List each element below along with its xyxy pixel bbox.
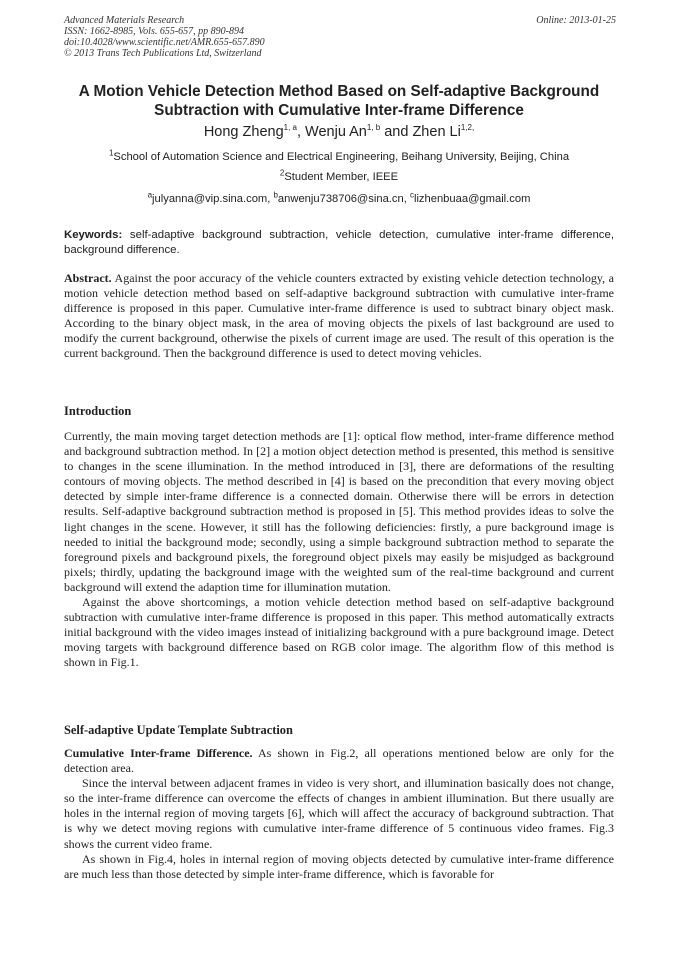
paragraph-text: As shown in Fig.2, all operations mentioned below are only for the detection area.	[64, 746, 614, 776]
email-address[interactable]: julyanna@vip.sina.com,	[152, 193, 274, 205]
affiliation-mark: 2	[279, 168, 285, 178]
email-mark: c	[409, 190, 414, 200]
section-heading-introduction: Introduction	[64, 404, 132, 418]
introduction-body	[64, 429, 614, 671]
keywords	[64, 228, 614, 258]
journal-metadata	[64, 15, 616, 59]
title-line-1: A Motion Vehicle Detection Method Based on Self-adaptive Background	[78, 83, 600, 100]
email-mark: a	[147, 190, 153, 200]
paragraph: Against the above shortcomings, a motion vehicle detection method based on self-adaptive background subtraction with cumulative inter-frame difference is proposed in this paper. This method automatically extracts initial background with the video images instead of initializing background with a pure background image. Detect moving targets with background difference based on RGB color image. The algorithm flow of this method is shown in Fig.1.	[64, 595, 614, 670]
abstract	[64, 271, 614, 362]
paragraph: Currently, the main moving target detection methods are [1]: optical flow method, inter-frame difference method and background subtraction method. In [2] a motion object detection method is presented, this method is sensitive to changes in the scene illumination. In the method introduced in [3], there are deformations of the resulting contours of moving objects. The method described in [4] is based on the precondition that every moving object detected by simple inter-frame difference is a connected domain. Otherwise there will be errors in detection results. Self-adaptive background subtraction method is proposed in [5]. This method provides ideas to solve the light changes in the scene. However, it still has the following deficiencies: firstly, a pure background image is needed to initial the background mode; secondly, using a simple background subtraction method to separate the foreground pixels and background pixels, the foreground object pixels may easily be misjudged as background pixels; thirdly, updating the background image with the weighted sum of the real-time background and current background will extend the adaption time for illumination mutation.	[64, 429, 614, 594]
abstract-label: Abstract.	[64, 271, 112, 285]
online-date: Online: 2013-01-25	[536, 15, 616, 26]
author-affiliation-mark: 1,2,	[460, 123, 475, 133]
author-name: Wenju An	[305, 124, 367, 140]
journal-name: Advanced Materials Research	[64, 15, 185, 26]
self-adaptive-body	[64, 746, 614, 882]
issn-line: ISSN: 1662-8985, Vols. 655-657, pp 890-894	[64, 26, 244, 37]
author-affiliation-mark: 1, b	[366, 123, 381, 133]
title-line-2: Subtraction with Cumulative Inter-frame Difference	[154, 102, 524, 119]
paper-title	[40, 82, 638, 120]
paragraph: Since the interval between adjacent frames in video is very short, and illumination basically does not change, so the inter-frame difference can overcome the effects of changes in ambient illumination. But there usually are holes in the internal region of moving targets [6], which will affect the accuracy of background subtraction. That is why we detect moving regions with cumulative inter-frame difference of 5 continuous video frames. Fig.3 shows the current video frame.	[64, 776, 614, 851]
author-emails	[40, 190, 638, 205]
doi-line: doi:10.4028/www.scientific.net/AMR.655-657.890	[64, 37, 265, 48]
author-separator: and	[380, 124, 413, 140]
email-address[interactable]: lizhenbuaa@gmail.com	[413, 193, 531, 205]
author-name: Zhen Li	[412, 124, 461, 140]
keywords-label: Keywords:	[64, 229, 123, 241]
author-separator: ,	[296, 124, 306, 140]
run-in-heading: Cumulative Inter-frame Difference.	[64, 746, 253, 760]
email-address[interactable]: anwenju738706@sina.cn,	[277, 193, 410, 205]
affiliation-text: School of Automation Science and Electrical Engineering, Beihang University, Beijing, China	[113, 151, 570, 163]
affiliation-mark: 1	[108, 148, 114, 158]
paragraph: As shown in Fig.4, holes in internal region of moving objects detected by cumulative inter-frame difference are much less than those detected by simple inter-frame difference, which is favorable for	[64, 851, 614, 881]
author-affiliation-mark: 1, a	[283, 123, 297, 133]
abstract-text: Against the poor accuracy of the vehicle counters extracted by existing vehicle detection technology, a motion vehicle detection method based on self-adaptive background subtraction with cumulative inter-frame difference is proposed in this paper. Cumulative inter-frame difference is used to subtract binary object mask. According to the binary object mask, in the area of moving objects the pixels of last background are used to modify the current background, otherwise the pixels of current image are used. The result of this operation is the current background. Then the background difference is used to detect moving vehicles.	[64, 271, 614, 361]
section-heading-self-adaptive: Self-adaptive Update Template Subtraction	[64, 723, 293, 737]
affiliation-text: Student Member, IEEE	[284, 171, 399, 183]
affiliation-2	[40, 168, 638, 183]
email-mark: b	[273, 190, 278, 200]
author-name: Hong Zheng	[203, 124, 284, 140]
copyright-line: © 2013 Trans Tech Publications Ltd, Switzerland	[64, 48, 262, 59]
author-list	[40, 124, 638, 140]
keywords-text: self-adaptive background subtraction, vehicle detection, cumulative inter-frame difference, background difference.	[64, 229, 614, 256]
affiliation-1	[40, 148, 638, 163]
